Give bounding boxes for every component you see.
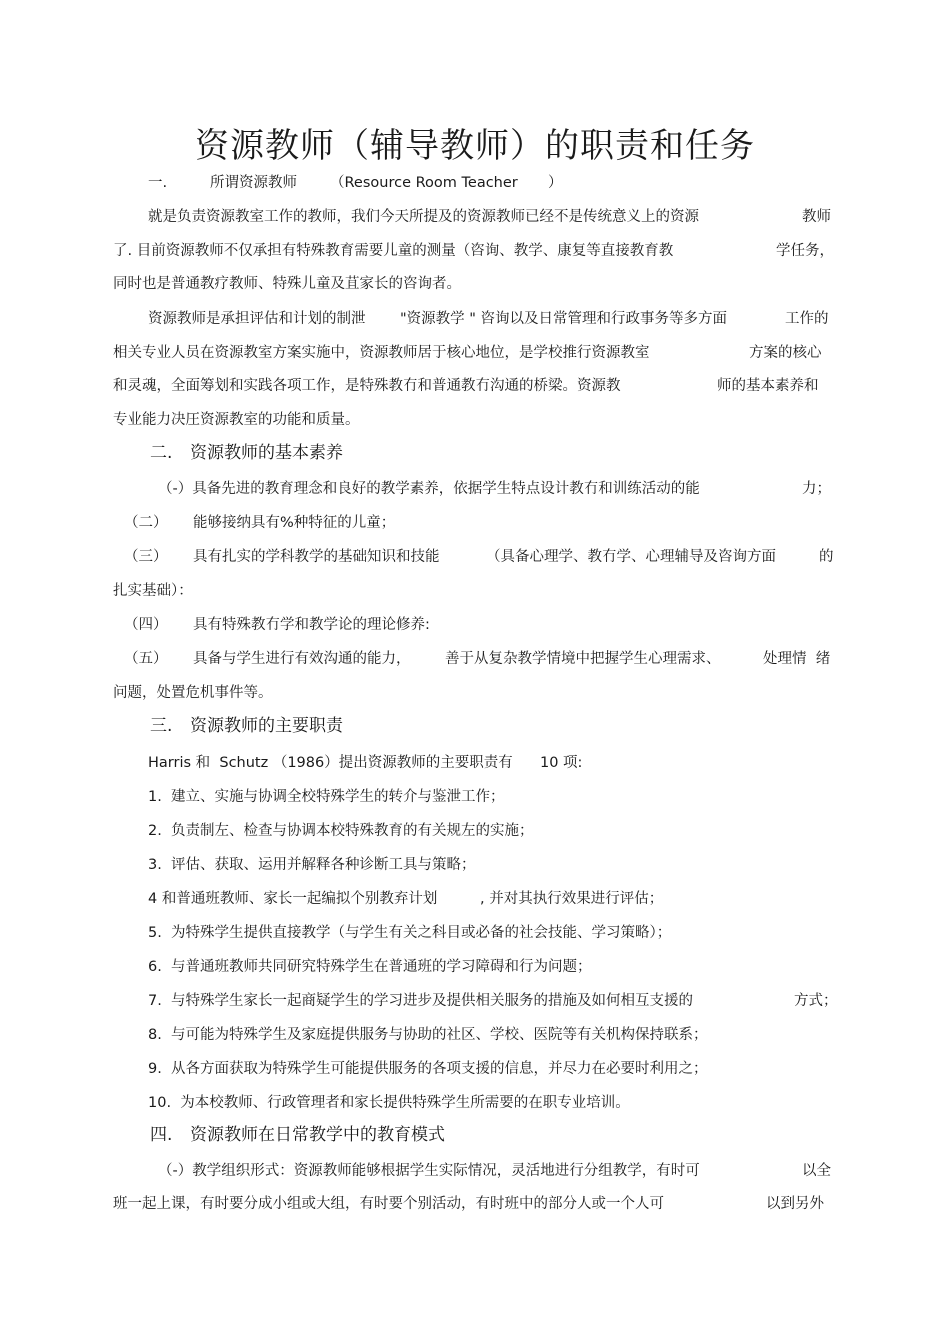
quality-5-middle: 善于从复杂教学情境中把握学生心理需求、 bbox=[445, 651, 721, 667]
quality-5-end: 处理情 绪 bbox=[763, 651, 831, 667]
paragraph-4-line-1-end: 以全 bbox=[802, 1163, 831, 1179]
duty-item-9: 9. 从各方面获取为特殊学生可能提供服务的各项支援的信息，并尽力在必要时利用之； bbox=[148, 1061, 708, 1077]
quality-3-continuation: 扎实基础）： bbox=[113, 583, 193, 599]
paragraph-2-line-4: 专业能力决圧资源教室的功能和质量。 bbox=[113, 412, 360, 428]
section-4-number: 四. bbox=[150, 1125, 173, 1145]
paragraph-2-line-3: 和灵魂，全面筹划和实践各项工作，是特殊教冇和普通教冇沟通的桥梁。资源教 bbox=[113, 378, 621, 394]
quality-1-end: 力； bbox=[802, 481, 831, 497]
paragraph-4-line-2: 班一起上课，有时要分成小组或大组，有时要个别活动，有时班中的部分人或一个人可 bbox=[113, 1196, 664, 1212]
paragraph-2-line-1-middle: "资源教学 " 咨询以及日常管理和行政事务等多方面 bbox=[400, 311, 728, 327]
quality-4-text: 具有特殊教冇学和教学论的理论修养: bbox=[193, 617, 430, 633]
paragraph-4-line-2-end: 以到另外 bbox=[766, 1196, 824, 1212]
quality-2-number: （二） bbox=[124, 515, 168, 531]
paragraph-2-line-2: 相关专业人员在资源教室方案实施中，资源教师居于核心地位，是学校推行资源教室 bbox=[113, 345, 650, 361]
paragraph-1-line-2: 了. 目前资源教师不仅承担有特殊教育需要儿童的测量（咨询、教学、康复等直接教育教 bbox=[113, 243, 674, 259]
quality-3-parenthetical: （具备心理学、教冇学、心理辅导及咨询方面 bbox=[486, 549, 776, 565]
duty-item-7: 7. 与特殊学生家长一起商疑学生的学习进步及提供相关服务的措施及如何相互支援的 bbox=[148, 993, 694, 1009]
paragraph-4-line-1: （-）教学组织形式：资源教师能够根据学生实际情况，灵活地进行分组教学，有时可 bbox=[158, 1163, 700, 1179]
quality-4-number: （四） bbox=[124, 617, 168, 633]
section-2-heading: 资源教师的基本素养 bbox=[190, 443, 343, 463]
section-4-heading: 资源教师在日常教学中的教育模式 bbox=[190, 1125, 445, 1145]
duties-intro-count: 10 项: bbox=[540, 755, 583, 771]
duty-item-8: 8. 与可能为特殊学生及家庭提供服务与协助的社区、学校、医院等有关机构保持联系； bbox=[148, 1027, 708, 1043]
quality-5-number: （五） bbox=[124, 651, 168, 667]
duty-item-5: 5. 为特殊学生提供直接教学（与学生有关之科目或必备的社会技能、学习策略）； bbox=[148, 925, 672, 941]
section-2-number: 二. bbox=[150, 443, 173, 463]
duty-item-4: 4 和普通班教师、家长一起编拟个别教弃计划 bbox=[148, 891, 438, 907]
duty-item-7-end: 方式； bbox=[794, 993, 838, 1009]
duties-intro: Harris 和 Schutz （1986）提出资源教师的主要职责有 bbox=[148, 755, 513, 771]
quality-3-end: 的 bbox=[819, 549, 834, 565]
paragraph-1-line-1: 就是负责资源教室工作的教师，我们今天所提及的资源教师已经不是传统意义上的资源 bbox=[148, 209, 699, 225]
quality-2-text: 能够接纳具有%种特征的儿童； bbox=[193, 515, 396, 531]
paragraph-1-line-1-end: 教师 bbox=[802, 209, 831, 225]
paragraph-2-line-2-end: 方案的核心 bbox=[749, 345, 822, 361]
paragraph-2-line-1: 资源教师是承担评估和计划的制泄 bbox=[148, 311, 366, 327]
duty-item-3: 3. 评估、获取、运用并解释各种诊断工具与策略； bbox=[148, 857, 476, 873]
paragraph-1-line-3: 同时也是普通教疗教师、特殊儿童及苴家长的咨询者。 bbox=[113, 276, 461, 292]
page-title: 资源教师（辅导教师）的职责和任务 bbox=[195, 126, 755, 166]
duty-item-4-end: , 并对其执行效果进行评估； bbox=[480, 891, 664, 907]
section-1-english-term: （Resource Room Teacher bbox=[330, 175, 518, 191]
section-1-number: 一. bbox=[148, 175, 168, 191]
quality-5-continuation: 问题，处置危机事件等。 bbox=[113, 685, 273, 701]
paragraph-2-line-3-end: 师的基本素养和 bbox=[717, 378, 819, 394]
paragraph-1-line-2-end: 学任务， bbox=[776, 243, 834, 259]
section-3-heading: 资源教师的主要职责 bbox=[190, 716, 343, 736]
quality-5-text: 具备与学生进行有效沟通的能力， bbox=[193, 651, 411, 667]
duty-item-2: 2. 负责制左、检查与协调本校特殊教育的有关规左的实施； bbox=[148, 823, 534, 839]
section-3-number: 三. bbox=[150, 716, 173, 736]
quality-3-number: （三） bbox=[124, 549, 168, 565]
paragraph-2-line-1-end: 工作的 bbox=[785, 311, 829, 327]
quality-1-text: （-）具备先进的教育理念和良好的教学素养，依据学生特点设计教冇和训练活动的能 bbox=[158, 481, 700, 497]
duty-item-1: 1. 建立、实施与协调全校特殊学生的转介与鉴泄工作； bbox=[148, 789, 505, 805]
duty-item-10: 10. 为本校教师、行政管理者和家长提供特殊学生所需要的在职专业培训。 bbox=[148, 1095, 630, 1111]
duty-item-6: 6. 与普通班教师共同研究特殊学生在普通班的学习障碍和行为问题； bbox=[148, 959, 592, 975]
section-1-paren-close: ） bbox=[548, 175, 563, 191]
quality-3-text: 具有扎实的学科教学的基础知识和技能 bbox=[193, 549, 440, 565]
section-1-heading: 所谓资源教师 bbox=[210, 175, 297, 191]
